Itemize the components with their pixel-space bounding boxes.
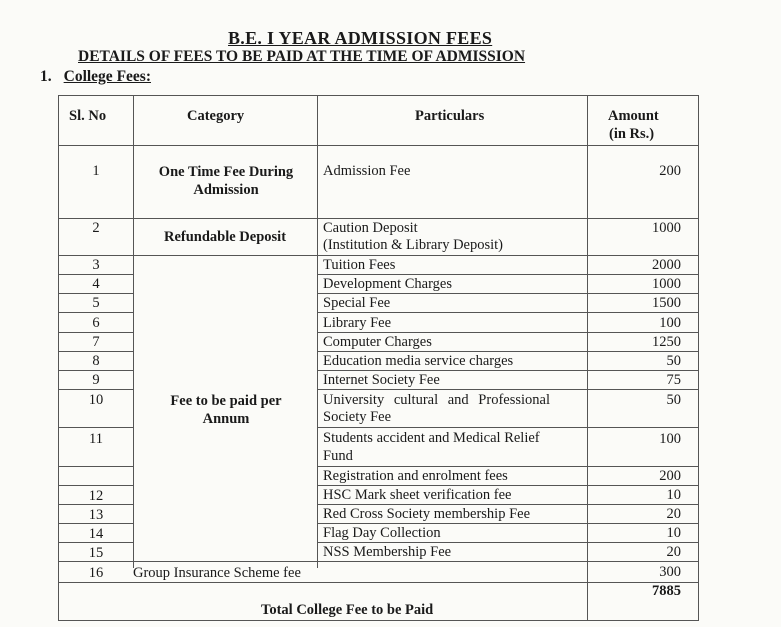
grid-line [317, 312, 699, 313]
row-sl: 16 [88, 565, 104, 581]
header-sl-no: Sl. No [69, 108, 107, 124]
row-particulars-cont: (Institution & Library Deposit) [323, 237, 504, 253]
grid-line [317, 427, 699, 428]
row-amount: 10 [666, 487, 681, 503]
grid-line [59, 620, 699, 621]
page-subtitle: DETAILS OF FEES TO BE PAID AT THE TIME OF ADMISSION [78, 48, 526, 65]
row-amount: 20 [666, 506, 681, 522]
section-label: College Fees: [63, 68, 151, 85]
category-per-annum-line1: Fee to be paid per [170, 393, 282, 409]
total-label: Total College Fee to be Paid [261, 602, 434, 618]
total-amount: 7885 [652, 583, 681, 599]
row-sl: 10 [88, 392, 104, 408]
row-amount: 100 [659, 315, 681, 331]
header-particulars: Particulars [415, 108, 485, 124]
row-particulars: NSS Membership Fee [323, 544, 452, 560]
row-particulars: Red Cross Society membership Fee [323, 506, 531, 522]
row-amount: 200 [659, 163, 681, 179]
category-per-annum [137, 392, 315, 428]
fee-table [58, 95, 699, 621]
grid-line [59, 582, 699, 583]
row-amount: 1000 [652, 220, 681, 236]
row-amount: 300 [659, 564, 681, 580]
section-number: 1. [40, 68, 52, 85]
grid-line [59, 389, 134, 390]
row-sl: 13 [88, 507, 104, 523]
row-sl: 6 [92, 315, 100, 331]
grid-line [59, 485, 134, 486]
category-per-annum-line2: Annum [202, 411, 250, 427]
row-sl: 5 [92, 295, 100, 311]
header-amount: Amount [608, 108, 659, 124]
row-amount: 75 [666, 372, 681, 388]
page-title: B.E. I YEAR ADMISSION FEES [228, 28, 493, 48]
row-particulars: Registration and enrolment fees [323, 468, 508, 484]
row-particulars: Flag Day Collection [323, 525, 441, 541]
row-particulars: Education media service charges [323, 353, 514, 369]
row-particulars: Tuition Fees [323, 257, 396, 273]
grid-line [59, 466, 134, 467]
row-sl: 11 [89, 431, 103, 447]
row-particulars: Special Fee [323, 295, 391, 311]
row-particulars: Library Fee [323, 315, 392, 331]
grid-line [317, 389, 699, 390]
grid-line [59, 427, 134, 428]
category-refundable: Refundable Deposit [163, 229, 287, 245]
row-amount: 1000 [652, 276, 681, 292]
row-amount: 2000 [652, 257, 681, 273]
header-amount-unit: (in Rs.) [609, 126, 655, 142]
row-particulars: Caution Deposit [323, 220, 418, 236]
row-group-label: Group Insurance Scheme fee [133, 565, 301, 581]
section-heading [40, 68, 151, 86]
row-amount: 100 [659, 431, 681, 447]
row-particulars: Development Charges [323, 276, 452, 292]
row-sl: 3 [92, 257, 100, 273]
row-particulars-cont: Society Fee [323, 409, 392, 425]
row-particulars: Internet Society Fee [323, 372, 440, 388]
row-amount: 1500 [652, 295, 681, 311]
category-one-time-line2: Admission [193, 182, 259, 198]
grid-line [59, 561, 699, 562]
header-category: Category [187, 108, 245, 124]
row-sl: 15 [88, 545, 104, 561]
row-sl: 4 [92, 276, 100, 292]
row-amount: 50 [666, 392, 681, 408]
grid-line [59, 145, 699, 146]
category-one-time-line1: One Time Fee During [158, 164, 294, 180]
row-particulars: HSC Mark sheet verification fee [323, 487, 512, 503]
row-sl: 1 [92, 163, 100, 179]
row-amount: 50 [666, 353, 681, 369]
row-amount: 10 [666, 525, 681, 541]
row-sl: 2 [92, 220, 100, 236]
row-particulars: Computer Charges [323, 334, 432, 350]
row-amount: 1250 [652, 334, 681, 350]
row-amount: 20 [666, 544, 681, 560]
row-particulars: Students accident and Medical Relief [323, 430, 540, 446]
row-sl: 14 [88, 526, 104, 542]
row-sl: 12 [88, 488, 104, 504]
row-sl: 9 [92, 372, 100, 388]
row-particulars-cont: Fund [323, 448, 353, 464]
row-sl: 8 [92, 353, 100, 369]
category-one-time [137, 163, 315, 199]
grid-line [59, 312, 134, 313]
row-particulars: Admission Fee [323, 163, 411, 179]
row-particulars: University cultural and Professional [323, 392, 550, 408]
row-sl: 7 [92, 334, 100, 350]
row-amount: 200 [659, 468, 681, 484]
